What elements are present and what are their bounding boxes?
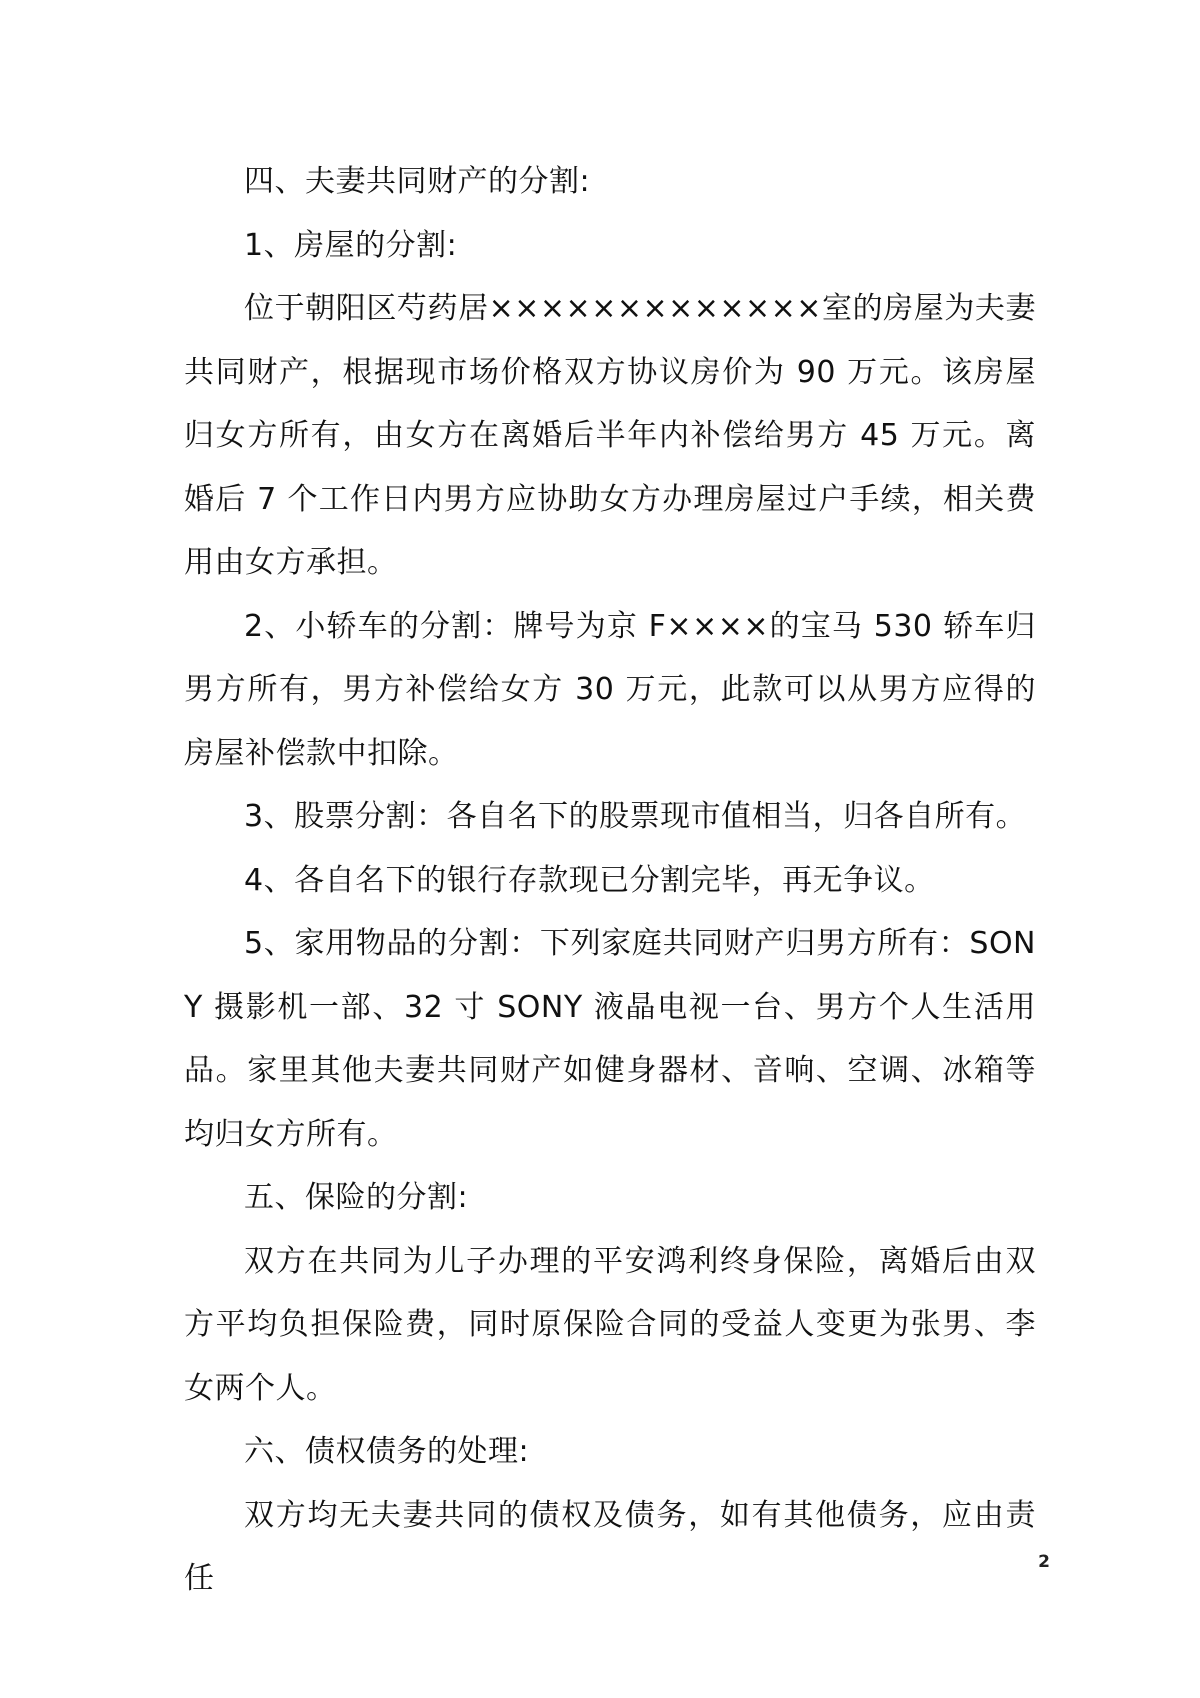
- page-number: 2: [1038, 1552, 1050, 1572]
- paragraph-debts-terms: 双方均无夫妻共同的债权及债务，如有其他债务，应由责任: [184, 1497, 1036, 1596]
- paragraph-bank-deposits: 4、各自名下的银行存款现已分割完毕，再无争议。: [244, 862, 935, 898]
- section-heading-insurance: 五、保险的分割:: [244, 1180, 469, 1215]
- paragraph-house-terms: 位于朝阳区芍药居×××××××××××××室的房屋为夫妻共同财产，根据现市场价格双方协议房价为 90 万元。该房屋归女方所有，由女方在离婚后半年内补偿给男方 45 万元。离婚后 7 个工作日内男方应协助女方办理房屋过户手续，相关费用由女方承担。: [184, 291, 1036, 580]
- document-body: [184, 150, 1036, 1611]
- section-heading-debts: 六、债权债务的处理:: [244, 1434, 530, 1469]
- paragraph-car-division: 2、小轿车的分割：牌号为京 F××××的宝马 530 轿车归男方所有，男方补偿给女方 30 万元，此款可以从男方应得的房屋补偿款中扣除。: [184, 608, 1036, 771]
- paragraph-insurance-terms: 双方在共同为儿子办理的平安鸿利终身保险，离婚后由双方平均负担保险费，同时原保险合同的受益人变更为张男、李女两个人。: [184, 1243, 1036, 1406]
- paragraph-stock-division: 3、股票分割：各自名下的股票现市值相当，归各自所有。: [244, 799, 1027, 834]
- subheading-house-division: 1、房屋的分割:: [244, 227, 458, 263]
- section-heading-property-division: 四、夫妻共同财产的分割:: [244, 164, 591, 199]
- paragraph-household-items: 5、家用物品的分割：下列家庭共同财产归男方所有：SONY 摄影机一部、32 寸 SONY 液晶电视一台、男方个人生活用品。家里其他夫妻共同财产如健身器材、音响、空调、冰箱等均归女方所有。: [184, 926, 1036, 1152]
